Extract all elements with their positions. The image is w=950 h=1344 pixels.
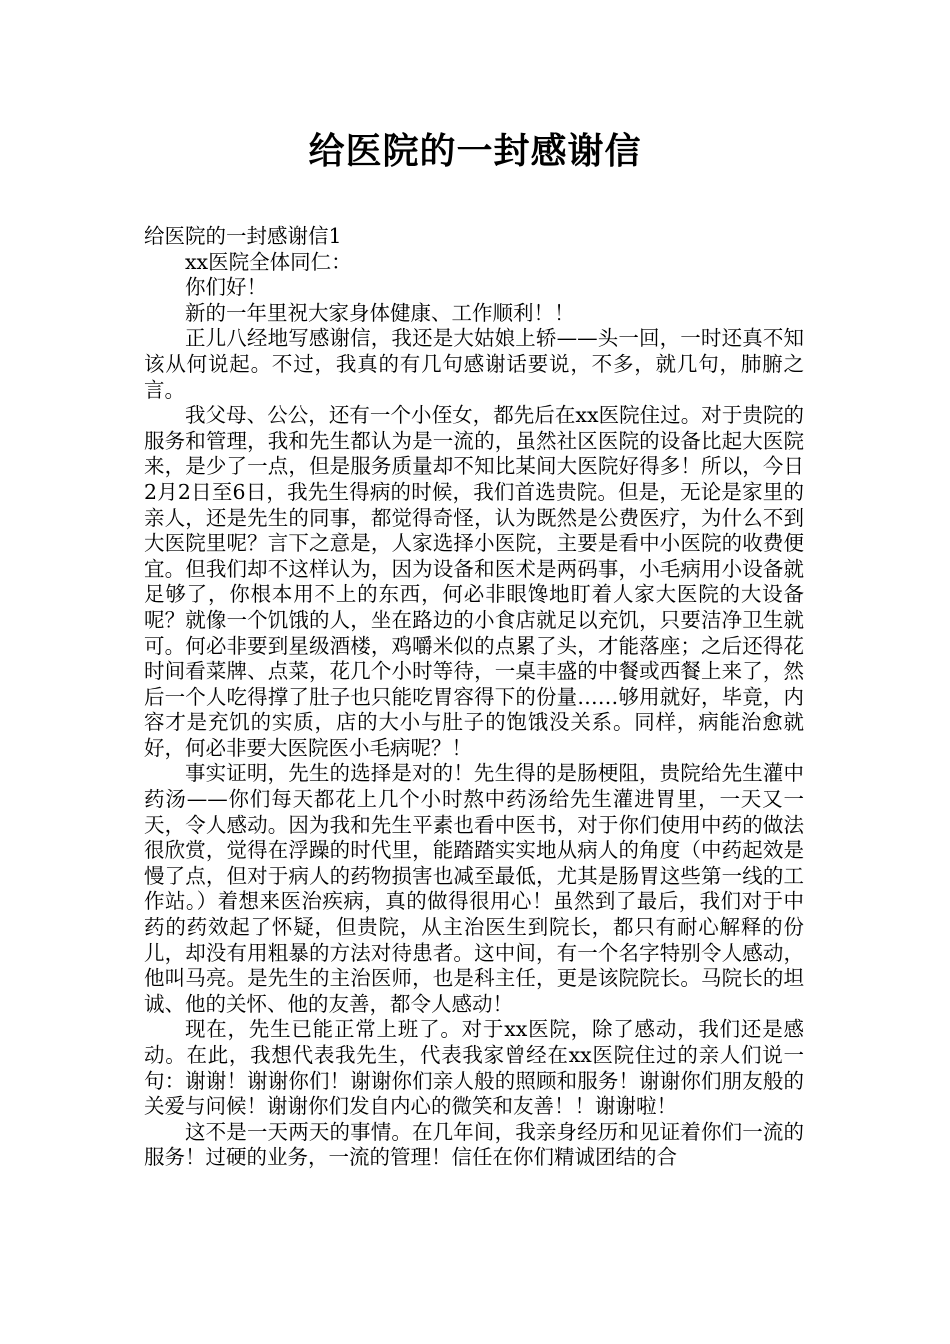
paragraph: 我父母、公公，还有一个小侄女，都先后在xx医院住过。对于贵院的服务和管理，我和先生都认为是一流的，虽然社区医院的设备比起大医院来，是少了一点，但是服务质量却不知比某间大医院好得多！所以，今日2月2日至6日，我先生得病的时候，我们首选贵院。但是，无论是家里的亲人，还是先生的同事，都觉得奇怪，认为既然是公费医疗，为什么不到大医院里呢？言下之意是，人家选择小医院，主要是看中小医院的收费便宜。但我们却不这样认为，因为设备和医术是两码事，小毛病用小设备就足够了，你根本用不上的东西，何必非眼馋地盯着人家大医院的大设备呢？就像一个饥饿的人，坐在路边的小食店就足以充饥，只要洁净卫生就可。何必非要到星级酒楼，鸡嚼米似的点累了头，才能落座；之后还得花时间看菜牌、点菜，花几个小时等待，一桌丰盛的中餐或西餐上来了，然后一个人吃得撑了肚子也只能吃胃容得下的份量……够用就好，毕竟，内容才是充饥的实质，店的大小与肚子的饱饿没关系。同样，病能治愈就好，何必非要大医院医小毛病呢？！ — [144, 403, 804, 760]
paragraph: 事实证明，先生的选择是对的！先生得的是肠梗阻，贵院给先生灌中药汤——你们每天都花上几个小时熬中药汤给先生灌进胃里，一天又一天，令人感动。因为我和先生平素也看中医书，对于你们使用中药的做法很欣赏，觉得在浮躁的时代里，能踏踏实实地从病人的角度（中药起效是慢了点，但对于病人的药物损害也减至最低，尤其是肠胃这些第一线的工作站。）着想来医治疾病，真的做得很用心！虽然到了最后，我们对于中药的药效起了怀疑，但贵院，从主治医生到院长，都只有耐心解释的份儿，却没有用粗暴的方法对待患者。这中间，有一个名字特别令人感动，他叫马亮。是先生的主治医师，也是科主任，更是该院院长。马院长的坦诚、他的关怀、他的友善，都令人感动！ — [144, 761, 804, 1016]
document-title: 给医院的一封感谢信 — [308, 131, 642, 172]
letter-wishes: 新的一年里祝大家身体健康、工作顺利！！ — [185, 300, 575, 325]
paragraph: 正儿八经地写感谢信，我还是大姑娘上轿——头一回，一时还真不知该从何说起。不过，我真的有几句感谢话要说，不多，就几句，肺腑之言。 — [144, 326, 804, 402]
paragraph: 这不是一天两天的事情。在几年间，我亲身经历和见证着你们一流的服务！过硬的业务，一流的管理！信任在你们精诚团结的合 — [144, 1119, 804, 1170]
letter-salutation: xx医院全体同仁： — [185, 249, 352, 274]
letter-greeting: 你们好！ — [185, 275, 267, 300]
letter-body — [144, 224, 804, 1171]
paragraph: 现在，先生已能正常上班了。对于xx医院，除了感动，我们还是感动。在此，我想代表我先生，代表我家曾经在xx医院住过的亲人们说一句：谢谢！谢谢你们！谢谢你们亲人般的照顾和服务！谢谢你们朋友般的关爱与问候！谢谢你们发自内心的微笑和友善！！谢谢啦！ — [144, 1017, 804, 1119]
letter-subtitle: 给医院的一封感谢信1 — [144, 224, 342, 248]
